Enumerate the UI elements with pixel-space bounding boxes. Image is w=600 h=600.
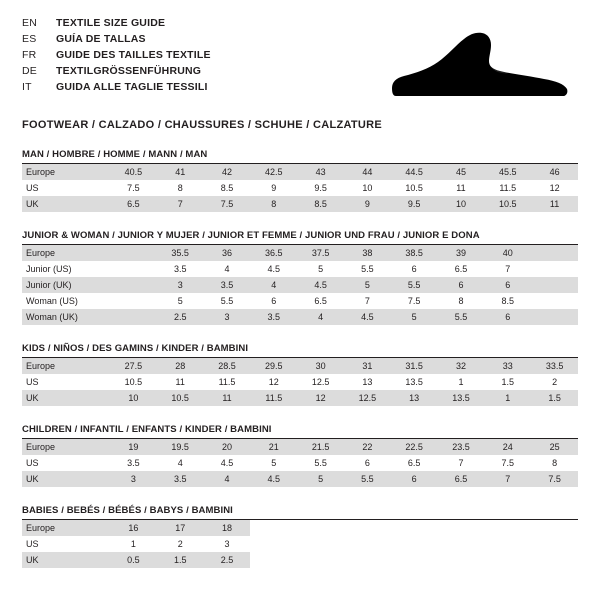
table-row (22, 439, 578, 455)
cell: 31 (344, 358, 391, 374)
cell: 9.5 (391, 196, 438, 212)
cell-empty (297, 520, 344, 536)
cell-empty (484, 536, 531, 552)
language-title: TEXTILE SIZE GUIDE (56, 17, 166, 29)
row-label: Europe (22, 439, 110, 455)
cell: 5 (157, 293, 204, 309)
row-label: Woman (UK) (22, 309, 110, 325)
cell: 5 (391, 309, 438, 325)
cell: 31.5 (391, 358, 438, 374)
cell: 12 (250, 374, 297, 390)
row-label: UK (22, 196, 110, 212)
table-row (22, 196, 578, 212)
cell: 5.5 (391, 277, 438, 293)
cell: 35.5 (157, 245, 204, 261)
cell: 7.5 (391, 293, 438, 309)
cell: 5.5 (204, 293, 251, 309)
table-row (22, 180, 578, 196)
size-table (22, 245, 578, 325)
row-label: UK (22, 552, 110, 568)
cell: 5.5 (344, 471, 391, 487)
cell-empty (531, 552, 578, 568)
cell-empty (391, 552, 438, 568)
cell: 6 (438, 277, 485, 293)
cell: 11 (204, 390, 251, 406)
cell: 20 (204, 439, 251, 455)
language-row (22, 80, 211, 96)
cell: 38.5 (391, 245, 438, 261)
category-title: FOOTWEAR / CALZADO / CHAUSSURES / SCHUHE / CALZATURE (22, 119, 383, 131)
cell: 2 (531, 374, 578, 390)
cell: 1 (484, 390, 531, 406)
cell: 1.5 (157, 552, 204, 568)
cell: 8 (250, 196, 297, 212)
cell-empty (438, 536, 485, 552)
cell: 10 (438, 196, 485, 212)
cell (110, 277, 157, 293)
language-code: ES (22, 33, 37, 45)
row-label: Junior (UK) (22, 277, 110, 293)
cell: 9.5 (297, 180, 344, 196)
cell: 17 (157, 520, 204, 536)
cell: 44 (344, 164, 391, 180)
cell: 22 (344, 439, 391, 455)
cell: 7 (157, 196, 204, 212)
cell: 2 (157, 536, 204, 552)
cell: 8.5 (204, 180, 251, 196)
language-row (22, 64, 211, 80)
cell: 10 (110, 390, 157, 406)
table-row (22, 245, 578, 261)
cell: 3 (204, 309, 251, 325)
cell: 9 (250, 180, 297, 196)
cell: 4.5 (297, 277, 344, 293)
cell-empty (438, 552, 485, 568)
cell: 3.5 (250, 309, 297, 325)
cell: 4 (204, 471, 251, 487)
language-row (22, 48, 211, 64)
cell: 43 (297, 164, 344, 180)
cell (110, 309, 157, 325)
table-row (22, 552, 578, 568)
language-title: GUIDE DES TAILLES TEXTILE (56, 49, 211, 61)
cell: 6 (484, 309, 531, 325)
cell: 42 (204, 164, 251, 180)
cell: 8 (438, 293, 485, 309)
row-label: Europe (22, 520, 110, 536)
cell: 4 (297, 309, 344, 325)
cell: 3 (204, 536, 251, 552)
cell: 28.5 (204, 358, 251, 374)
size-group-junior-woman (22, 230, 578, 325)
cell: 23.5 (438, 439, 485, 455)
table-row (22, 520, 578, 536)
cell: 6 (250, 293, 297, 309)
cell: 40 (484, 245, 531, 261)
cell: 1.5 (484, 374, 531, 390)
size-group-man (22, 149, 578, 212)
cell: 4.5 (344, 309, 391, 325)
cell: 4 (204, 261, 251, 277)
cell (531, 309, 578, 325)
language-title-list (22, 16, 211, 96)
language-title: TEXTILGRÖSSENFÜHRUNG (56, 65, 202, 77)
table-row (22, 309, 578, 325)
cell: 45 (438, 164, 485, 180)
cell: 19 (110, 439, 157, 455)
cell: 5 (250, 455, 297, 471)
cell: 12.5 (297, 374, 344, 390)
language-title: GUÍA DE TALLAS (56, 33, 146, 45)
cell: 11.5 (204, 374, 251, 390)
size-table (22, 439, 578, 487)
cell: 25 (531, 439, 578, 455)
cell: 41 (157, 164, 204, 180)
cell-empty (297, 536, 344, 552)
cell: 1.5 (531, 390, 578, 406)
cell: 21.5 (297, 439, 344, 455)
cell: 5.5 (344, 261, 391, 277)
cell: 16 (110, 520, 157, 536)
cell: 6 (484, 277, 531, 293)
table-row (22, 358, 578, 374)
cell-empty (297, 552, 344, 568)
cell-empty (250, 552, 297, 568)
cell: 5.5 (297, 455, 344, 471)
cell-empty (250, 536, 297, 552)
cell: 5 (297, 261, 344, 277)
cell: 36.5 (250, 245, 297, 261)
cell: 8 (157, 180, 204, 196)
cell: 0.5 (110, 552, 157, 568)
cell: 13 (344, 374, 391, 390)
cell: 11 (438, 180, 485, 196)
cell: 8 (531, 455, 578, 471)
cell: 6 (391, 471, 438, 487)
language-title: GUIDA ALLE TAGLIE TESSILI (56, 81, 208, 93)
cell: 7.5 (204, 196, 251, 212)
cell: 6.5 (297, 293, 344, 309)
table-row (22, 293, 578, 309)
cell: 2.5 (204, 552, 251, 568)
cell: 7.5 (531, 471, 578, 487)
cell: 13 (391, 390, 438, 406)
table-row (22, 471, 578, 487)
row-label: US (22, 180, 110, 196)
size-group-kids (22, 343, 578, 406)
group-label: CHILDREN / INFANTIL / ENFANTS / KINDER / BAMBINI (22, 424, 578, 439)
cell (531, 261, 578, 277)
cell: 36 (204, 245, 251, 261)
cell: 46 (531, 164, 578, 180)
cell: 4.5 (250, 471, 297, 487)
cell: 11 (531, 196, 578, 212)
cell: 45.5 (484, 164, 531, 180)
cell: 12.5 (344, 390, 391, 406)
row-label: US (22, 374, 110, 390)
cell: 5.5 (438, 309, 485, 325)
cell: 11.5 (484, 180, 531, 196)
cell: 33 (484, 358, 531, 374)
cell-empty (344, 520, 391, 536)
table-row (22, 164, 578, 180)
header (22, 16, 578, 108)
cell: 7 (484, 261, 531, 277)
cell: 11 (157, 374, 204, 390)
cell: 3.5 (157, 471, 204, 487)
size-group-babies (22, 505, 578, 568)
cell: 2.5 (157, 309, 204, 325)
cell: 13.5 (438, 390, 485, 406)
cell: 10.5 (391, 180, 438, 196)
cell: 18 (204, 520, 251, 536)
cell: 6.5 (391, 455, 438, 471)
cell: 3.5 (204, 277, 251, 293)
cell-empty (484, 552, 531, 568)
cell: 6.5 (438, 471, 485, 487)
language-row (22, 32, 211, 48)
dress-shoe-icon (390, 32, 570, 102)
group-label: MAN / HOMBRE / HOMME / MANN / MAN (22, 149, 578, 164)
cell: 11.5 (250, 390, 297, 406)
cell: 8.5 (297, 196, 344, 212)
cell: 27.5 (110, 358, 157, 374)
cell: 5 (297, 471, 344, 487)
cell: 10.5 (110, 374, 157, 390)
cell (110, 261, 157, 277)
cell: 3.5 (157, 261, 204, 277)
row-label: US (22, 536, 110, 552)
table-row (22, 374, 578, 390)
cell: 28 (157, 358, 204, 374)
cell: 7 (438, 455, 485, 471)
group-label: KIDS / NIÑOS / DES GAMINS / KINDER / BAMBINI (22, 343, 578, 358)
cell: 6 (344, 455, 391, 471)
cell: 10 (344, 180, 391, 196)
cell: 7 (344, 293, 391, 309)
cell: 39 (438, 245, 485, 261)
cell: 19.5 (157, 439, 204, 455)
row-label: Europe (22, 358, 110, 374)
row-label: Europe (22, 245, 110, 261)
cell: 33.5 (531, 358, 578, 374)
size-table (22, 164, 578, 212)
cell: 3.5 (110, 455, 157, 471)
cell (531, 245, 578, 261)
cell-empty (391, 536, 438, 552)
group-label: BABIES / BEBÉS / BÉBÉS / BABYS / BAMBINI (22, 505, 578, 520)
cell: 7 (484, 471, 531, 487)
cell (110, 293, 157, 309)
cell: 7.5 (484, 455, 531, 471)
cell: 13.5 (391, 374, 438, 390)
cell-empty (391, 520, 438, 536)
cell-empty (344, 536, 391, 552)
row-label: Europe (22, 164, 110, 180)
cell-empty (531, 536, 578, 552)
table-row (22, 277, 578, 293)
cell-empty (250, 520, 297, 536)
cell: 8.5 (484, 293, 531, 309)
row-label: Junior (US) (22, 261, 110, 277)
row-label: UK (22, 390, 110, 406)
cell: 3 (157, 277, 204, 293)
cell: 12 (531, 180, 578, 196)
cell: 6.5 (438, 261, 485, 277)
cell: 21 (250, 439, 297, 455)
cell: 42.5 (250, 164, 297, 180)
cell: 9 (344, 196, 391, 212)
cell: 24 (484, 439, 531, 455)
cell (531, 293, 578, 309)
cell: 40.5 (110, 164, 157, 180)
size-table (22, 520, 578, 568)
cell: 10.5 (157, 390, 204, 406)
cell-empty (344, 552, 391, 568)
cell: 38 (344, 245, 391, 261)
cell: 1 (438, 374, 485, 390)
language-rows (22, 16, 211, 96)
language-code: EN (22, 17, 37, 29)
table-row (22, 390, 578, 406)
cell: 44.5 (391, 164, 438, 180)
cell: 32 (438, 358, 485, 374)
cell: 3 (110, 471, 157, 487)
cell: 5 (344, 277, 391, 293)
size-group-children (22, 424, 578, 487)
row-label: Woman (US) (22, 293, 110, 309)
cell: 4 (250, 277, 297, 293)
row-label: UK (22, 471, 110, 487)
table-row (22, 455, 578, 471)
cell: 10.5 (484, 196, 531, 212)
cell: 7.5 (110, 180, 157, 196)
cell: 22.5 (391, 439, 438, 455)
cell: 12 (297, 390, 344, 406)
cell-empty (438, 520, 485, 536)
cell: 30 (297, 358, 344, 374)
cell: 4 (157, 455, 204, 471)
cell: 29.5 (250, 358, 297, 374)
row-label: US (22, 455, 110, 471)
language-row (22, 16, 211, 32)
cell: 1 (110, 536, 157, 552)
cell: 4.5 (204, 455, 251, 471)
cell (531, 277, 578, 293)
language-code: IT (22, 81, 32, 93)
language-code: FR (22, 49, 37, 61)
table-row (22, 536, 578, 552)
cell (110, 245, 157, 261)
size-table (22, 358, 578, 406)
cell-empty (484, 520, 531, 536)
cell: 37.5 (297, 245, 344, 261)
group-label: JUNIOR & WOMAN / JUNIOR Y MUJER / JUNIOR ET FEMME / JUNIOR UND FRAU / JUNIOR E DONA (22, 230, 578, 245)
cell: 6 (391, 261, 438, 277)
table-row (22, 261, 578, 277)
cell-empty (531, 520, 578, 536)
cell: 6.5 (110, 196, 157, 212)
cell: 4.5 (250, 261, 297, 277)
language-code: DE (22, 65, 37, 77)
